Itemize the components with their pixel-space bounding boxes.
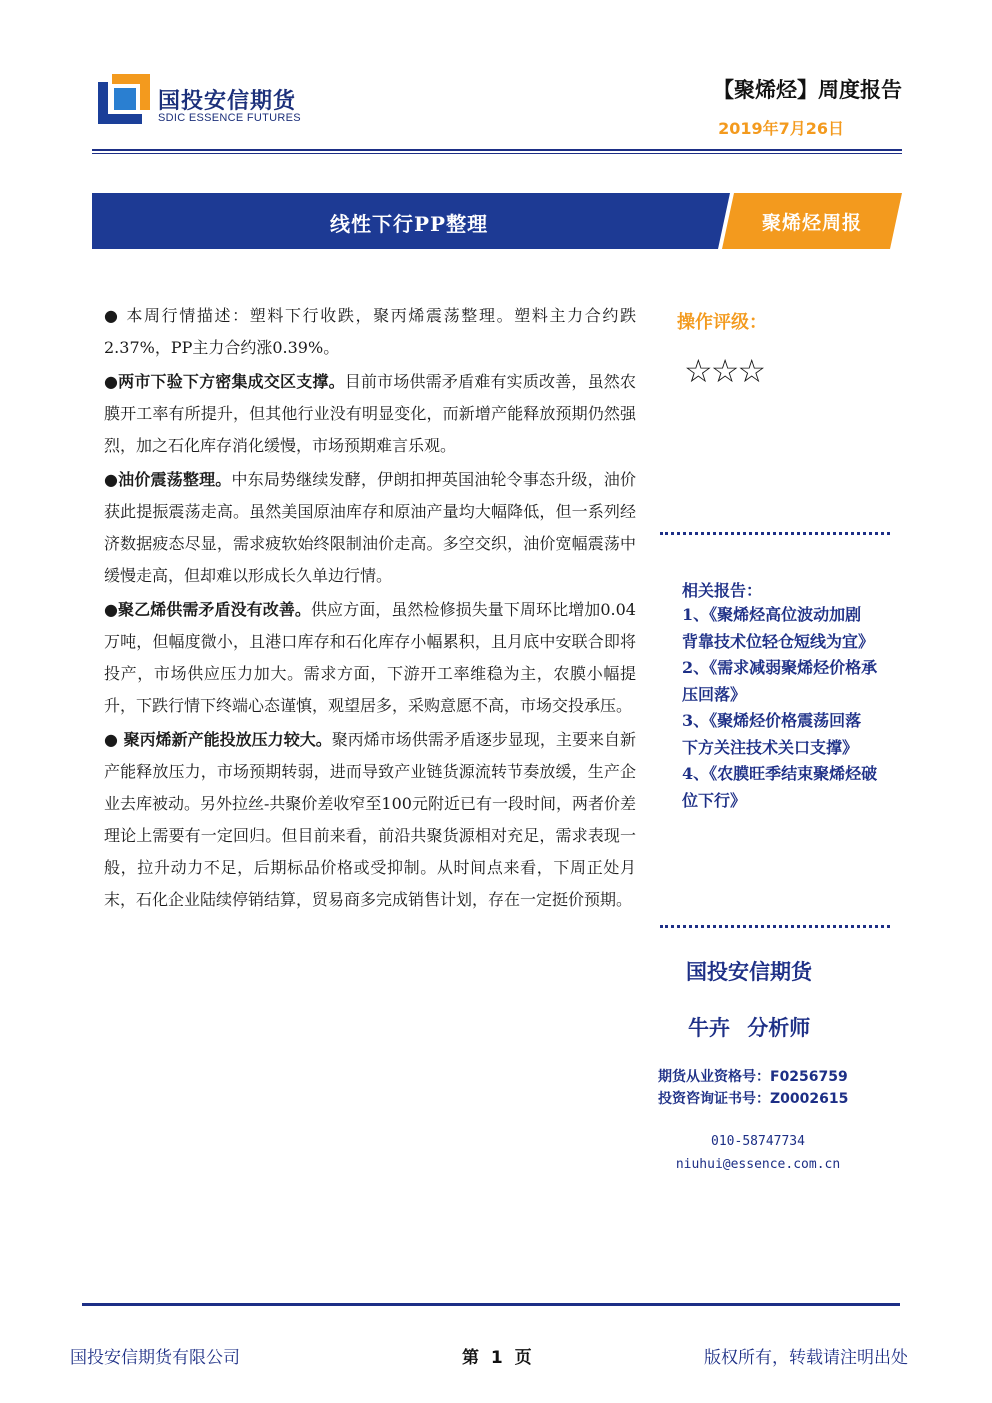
consulting-license: 投资咨询证书号：Z0002615 [658, 1091, 849, 1107]
firm-name: 国投安信期货 [686, 960, 812, 984]
paragraph-heading: ●两市下验下方密集成交区支撑。 [104, 372, 345, 391]
related-report-item[interactable]: 3、《聚烯烃价格震荡回落 下方关注技术关口支撑》 [682, 711, 862, 757]
paragraph-polypropylene [104, 724, 636, 916]
logo-text-cn: 国投安信期货 [158, 89, 297, 114]
footer-rule [82, 1303, 900, 1306]
futures-license: 期货从业资格号：F0256759 [658, 1069, 848, 1085]
footer-company: 国投安信期货有限公司 [70, 1348, 240, 1368]
paragraph-text: 聚丙烯市场供需矛盾逐步显现，主要来自新产能释放压力，市场预期转弱，进而导致产业链货源流转节奏放缓，生产企业去库被动。另外拉丝-共聚价差收窄至100元附近已有一段时间，两者价差理论上需要有一定回归。但目前来看，前沿共聚货源相对充足，需求表现一般，拉升动力不足，后期标品价格或受抑制。从时间点来看，下周正处月末，石化企业陆续停销结算，贸易商多完成销售计划，存在一定挺价预期。 [104, 730, 636, 909]
analyst-name: 牛卉 分析师 [688, 1016, 811, 1040]
sidebar-divider [660, 532, 890, 535]
sidebar-divider [660, 925, 890, 928]
email-link[interactable]: niuhui@essence.com.cn [675, 1157, 841, 1172]
rating-label: 操作评级： [677, 312, 767, 333]
report-date: 2019年7月26日 [718, 119, 844, 138]
footer-copyright: 版权所有，转载请注明出处 [704, 1348, 908, 1368]
related-reports-list [682, 602, 882, 814]
paragraph-text: 供应方面，虽然检修损失量下周环比增加0.04万吨，但幅度微小，且港口库存和石化库存小幅累积，且月底中安联合即将投产，市场供应压力加大。需求方面，下游开工率维稳为主，农膜小幅提升，下跌行情下终端心态谨慎，观望居多，采购意愿不高，市场交投承压。 [104, 600, 636, 715]
paragraph-overview [104, 300, 636, 364]
paragraph-text: 目前市场供需矛盾难有实质改善，虽然农膜开工率有所提升，但其他行业没有明显变化，而新增产能释放预期仍然强烈，加之石化库存消化缓慢，市场预期难言乐观。 [104, 372, 636, 455]
paragraph-heading: ●聚乙烯供需矛盾没有改善。 [104, 600, 311, 619]
paragraph-heading: ● 聚丙烯新产能投放压力较大。 [104, 730, 332, 749]
main-content [104, 300, 636, 916]
report-tag: 聚烯烃周报 [762, 212, 863, 234]
report-title: 线性下行PP整理 [330, 212, 489, 236]
bullet: ● [104, 306, 127, 325]
related-report-item[interactable]: 2、《需求减弱聚烯烃价格承压回落》 [682, 658, 878, 704]
related-reports-label: 相关报告： [682, 581, 763, 600]
page-number: 第 1 页 [462, 1348, 532, 1368]
company-logo [98, 74, 150, 124]
related-report-item[interactable]: 1、《聚烯烃高位波动加剧 背靠技术位轻仓短线为宜》 [682, 605, 875, 651]
related-report-item[interactable]: 4、《农膜旺季结束聚烯烃破位下行》 [682, 764, 878, 810]
header-rule-thin [92, 153, 902, 154]
report-type: 【聚烯烃】周度报告 [713, 78, 902, 102]
paragraph-text: 中东局势继续发酵，伊朗扣押英国油轮令事态升级，油价获此提振震荡走高。虽然美国原油库存和原油产量均大幅降低，但一系列经济数据疲态尽显，需求疲软始终限制油价走高。多空交织，油价宽幅震荡中缓慢走高，但却难以形成长久单边行情。 [104, 470, 636, 585]
phone-number: 010-58747734 [711, 1134, 805, 1149]
paragraph-two-markets [104, 366, 636, 462]
paragraph-polyethylene [104, 594, 636, 722]
paragraph-oil-price [104, 464, 636, 592]
logo-text-en: SDIC ESSENCE FUTURES [158, 112, 301, 124]
paragraph-heading: ●油价震荡整理。 [104, 470, 232, 489]
paragraph-text: 本周行情描述：塑料下行收跌，聚丙烯震荡整理。塑料主力合约跌2.37%，PP主力合约涨0.39%。 [104, 306, 636, 357]
header-rule [92, 149, 902, 151]
rating-stars: ☆☆☆ [684, 352, 765, 390]
